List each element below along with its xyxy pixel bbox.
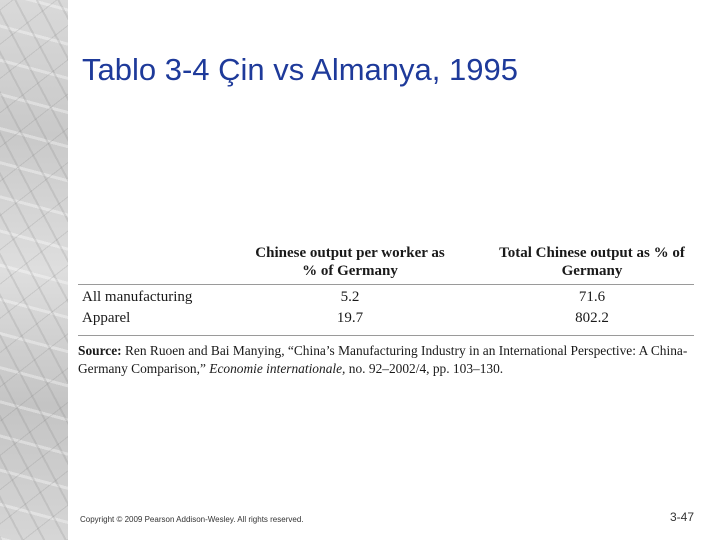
- row-label: Apparel: [82, 310, 131, 326]
- source-journal: Economie internationale,: [209, 361, 346, 376]
- row-value-total: 71.6: [578, 289, 606, 305]
- row-value-per-worker: 19.7: [336, 310, 364, 326]
- row-value-per-worker: 5.2: [340, 289, 360, 305]
- data-table: [78, 240, 694, 378]
- table-row: [78, 287, 694, 308]
- header-output-per-worker: Chinese output per worker as % of Germany: [255, 245, 445, 279]
- source-note: [78, 336, 694, 378]
- row-value-total: 802.2: [575, 310, 609, 326]
- table-header: [78, 240, 694, 284]
- page-number: 3-47: [669, 510, 694, 524]
- marble-sidebar: [0, 0, 68, 540]
- source-text: Ren Ruoen and Bai Manying, “China’s Manufacturing Industry in an International Perspective: A China-Germany Comparison,”: [78, 343, 688, 376]
- source-label: Source:: [78, 343, 122, 358]
- source-tail: no. 92–2002/4, pp. 103–130.: [348, 361, 504, 376]
- slide-title: Tablo 3-4 Çin vs Almanya, 1995: [82, 52, 518, 87]
- copyright-footer: Copyright © 2009 Pearson Addison-Wesley. All rights reserved.: [80, 515, 304, 524]
- table-row: [78, 308, 694, 329]
- header-total-output: Total Chinese output as % of Germany: [499, 245, 685, 279]
- row-label: All manufacturing: [82, 289, 193, 305]
